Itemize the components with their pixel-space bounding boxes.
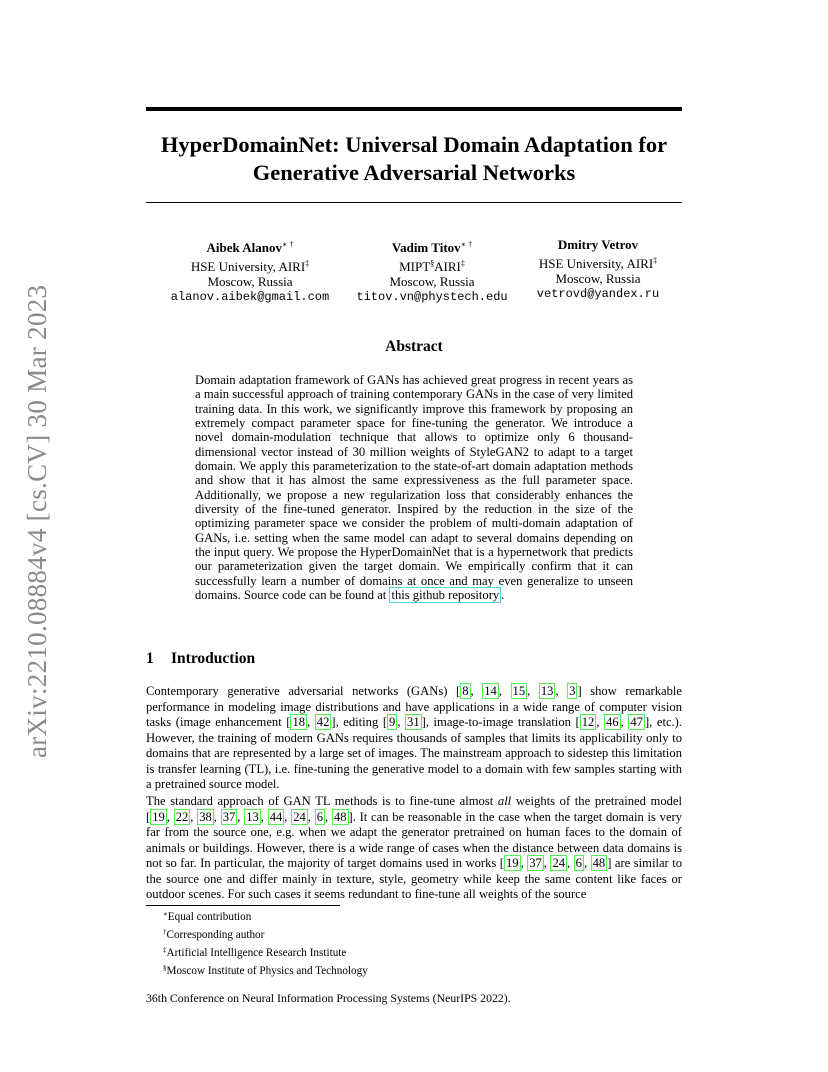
citation-link[interactable]: 13 [540, 684, 554, 698]
citation-link[interactable]: 48 [592, 856, 606, 870]
paper-title [146, 131, 682, 187]
footnote-rule [146, 905, 340, 906]
intro-paragraph-2 [146, 794, 682, 903]
citation-link[interactable]: 44 [269, 809, 283, 824]
paragraph-text: , [260, 809, 268, 824]
author-affiliation: AIRI [434, 258, 461, 274]
affiliation-marks: ‡ [305, 258, 310, 268]
footnote-corresponding-author: †Corresponding author [163, 928, 265, 941]
abstract-text: Domain adaptation framework of GANs has achieved great progress in recent years as a main successful approach of training contemporary GANs in the case of very limited training data. In this work, we significantly improve this framework by proposing an extremely compact parameter space for fine-tuning the generator. We introduce a novel domain-modulation technique that allows to optimize only 6 thousand-dimensional vector instead of 30 million weights of StyleGAN2 to adapt to a target domain. We apply this parameterization to the state-of-art domain adaptation methods and show that it has almost the same expressiveness as the full parameter space. Additionally, we propose a new regularization loss that considerably enhances the diversity of the fine-tuned generator. Inspired by the reduction in the size of the optimizing parameter space we consider the problem of multi-domain adaptation of GANs, i.e. setting when the same model can adapt to several domains depending on the input query. We propose the HyperDomainNet that is a hypernetwork that predicts our parameterization given the target domain. We empirically confirm that it can successfully learn a number of domains at once and may even generalize to unseen domains. Source code can be found at [195, 373, 633, 603]
citation-link[interactable]: 24 [293, 809, 306, 824]
paragraph-text: , [470, 684, 483, 698]
author-block [0, 237, 828, 307]
abstract-end: . [501, 588, 505, 603]
citation-link[interactable]: 47 [630, 715, 643, 729]
abstract-body [195, 373, 633, 603]
citation-link[interactable]: 31 [407, 715, 420, 729]
footnote-equal-contribution: ∗Equal contribution [163, 910, 252, 923]
citation-link[interactable]: 13 [246, 809, 259, 824]
citation-link[interactable]: 37 [222, 809, 236, 824]
citation-link[interactable]: 24 [552, 856, 566, 870]
author-marks: ∗ † [460, 240, 473, 249]
title-bottom-rule [146, 202, 682, 203]
author-name: Vadim Titov [391, 240, 461, 255]
citation-link[interactable]: 6 [575, 856, 582, 870]
emphasis: all [497, 794, 512, 808]
paragraph-text: , [190, 809, 198, 824]
author-location: Moscow, Russia [555, 271, 641, 286]
paragraph-text: ]. It can be reasonable in the case when the target domain is very far from the source one, e.g. when we adapt the generator pretrained on human faces to the domain of animals or buildings. However, there is a wide range of cases when the distance between data domains is not so far. In particular, the majority of target domains used in works [ [146, 809, 683, 870]
paragraph-text: , [325, 809, 332, 824]
conference-note: 36th Conference on Neural Information Processing Systems (NeurIPS 2022). [146, 991, 511, 1005]
paragraph-text: Contemporary generative adversarial networks (GANs) [ [146, 684, 461, 698]
paragraph-text: The standard approach of GAN TL methods is to fine-tune almost [146, 794, 498, 808]
citation-link[interactable]: 3 [569, 684, 576, 698]
citation-link[interactable]: 46 [606, 715, 619, 729]
paragraph-text: ] show remarkable performance in modeling image distributions and have applications in a wide range of computer vision tasks (image enhancement [ [146, 684, 683, 729]
author-email[interactable]: alanov.aibek@gmail.com [170, 289, 330, 304]
citation-link[interactable]: 37 [529, 856, 542, 870]
citation-link[interactable]: 42 [316, 715, 330, 729]
paragraph-text: , [498, 684, 511, 698]
paragraph-text: , [237, 809, 245, 824]
citation-link[interactable]: 15 [512, 684, 526, 698]
citation-link[interactable]: 8 [462, 684, 469, 698]
affiliation-pre-marks: § [430, 258, 435, 268]
section-title: Introduction [171, 650, 256, 667]
citation-link[interactable]: 22 [175, 809, 189, 824]
author-affiliation: HSE University, AIRI [190, 258, 306, 274]
paragraph-text: , [620, 715, 629, 729]
paragraph-text: , [596, 715, 605, 729]
footnotes [163, 907, 368, 979]
paragraph-text: , [567, 856, 574, 870]
citation-link[interactable]: 48 [333, 809, 347, 824]
paragraph-text: , [555, 684, 568, 698]
paragraph-text: ], image-to-image translation [ [421, 715, 580, 729]
paragraph-text: weights of the pretrained model [ [146, 794, 682, 824]
paragraph-text: ], editing [ [331, 715, 388, 729]
paragraph-text: ], etc.). However, the training of modern GANs requires thousands of samples that limits its applicability only to domains that are represented by a large set of images. The mainstream approach to sidestep this limitation is transfer learning (TL), i.e. fine-tuning the generative model to a domain with few samples starting with a pretrained source model. [146, 715, 683, 791]
paragraph-text: , [284, 809, 292, 824]
paragraph-text: , [527, 684, 539, 698]
intro-paragraph-1 [146, 684, 682, 793]
paragraph-text: , [583, 856, 591, 870]
paragraph-text: , [307, 715, 315, 729]
arxiv-stamp [18, 282, 58, 762]
citation-link[interactable]: 38 [199, 809, 212, 824]
author-location: Moscow, Russia [207, 274, 293, 289]
author-vetrov [537, 237, 659, 302]
paragraph-text: , [166, 809, 174, 824]
citation-link[interactable]: 12 [581, 715, 595, 729]
paragraph-text: , [520, 856, 528, 870]
author-name: Dmitry Vetrov [557, 237, 639, 252]
citation-link[interactable]: 18 [292, 715, 306, 729]
footnote-mipt: §Moscow Institute of Physics and Technology [163, 964, 368, 977]
author-affiliation: HSE University, AIRI [538, 255, 654, 271]
section-heading-introduction [146, 650, 255, 668]
paragraph-text: ] are similar to the source one and differ mainly in texture, style, geometry while keep the same content like faces or outdoor scenes. For such cases it seems redundant to fine-tune all weights of the source [146, 856, 683, 901]
section-number: 1 [146, 650, 154, 667]
author-affiliation-pre: MIPT [399, 258, 431, 274]
affiliation-marks: ‡ [460, 258, 465, 268]
paragraph-text: , [397, 715, 406, 729]
author-titov [356, 237, 507, 305]
author-marks: ∗ † [282, 240, 294, 249]
title-top-rule [146, 107, 682, 111]
title-line-1: HyperDomainNet: Universal Domain Adaptation for [160, 132, 668, 157]
paragraph-text: , [307, 809, 315, 824]
citation-link[interactable]: 19 [152, 809, 165, 824]
footnote-airi: ‡Artificial Intelligence Research Institute [163, 946, 347, 959]
github-repository-link[interactable]: this github repository [391, 588, 500, 603]
abstract-heading: Abstract [385, 338, 443, 355]
author-name: Aibek Alanov [206, 240, 283, 255]
author-location: Moscow, Russia [389, 274, 475, 289]
citation-link[interactable]: 14 [484, 684, 497, 698]
citation-link[interactable]: 9 [389, 715, 396, 729]
citation-link[interactable]: 19 [505, 856, 519, 870]
arxiv-stamp-text: arXiv:2210.08884v4 [cs.CV] 30 Mar 2023 [22, 284, 52, 758]
author-alanov [171, 237, 329, 305]
paragraph-text: , [543, 856, 551, 870]
citation-link[interactable]: 6 [316, 809, 323, 824]
author-email[interactable]: vetrovd@yandex.ru [536, 286, 660, 301]
title-line-2: Generative Adversarial Networks [252, 160, 576, 185]
author-email[interactable]: titov.vn@phystech.edu [356, 289, 508, 304]
affiliation-marks: ‡ [653, 255, 658, 265]
paragraph-text: , [213, 809, 221, 824]
